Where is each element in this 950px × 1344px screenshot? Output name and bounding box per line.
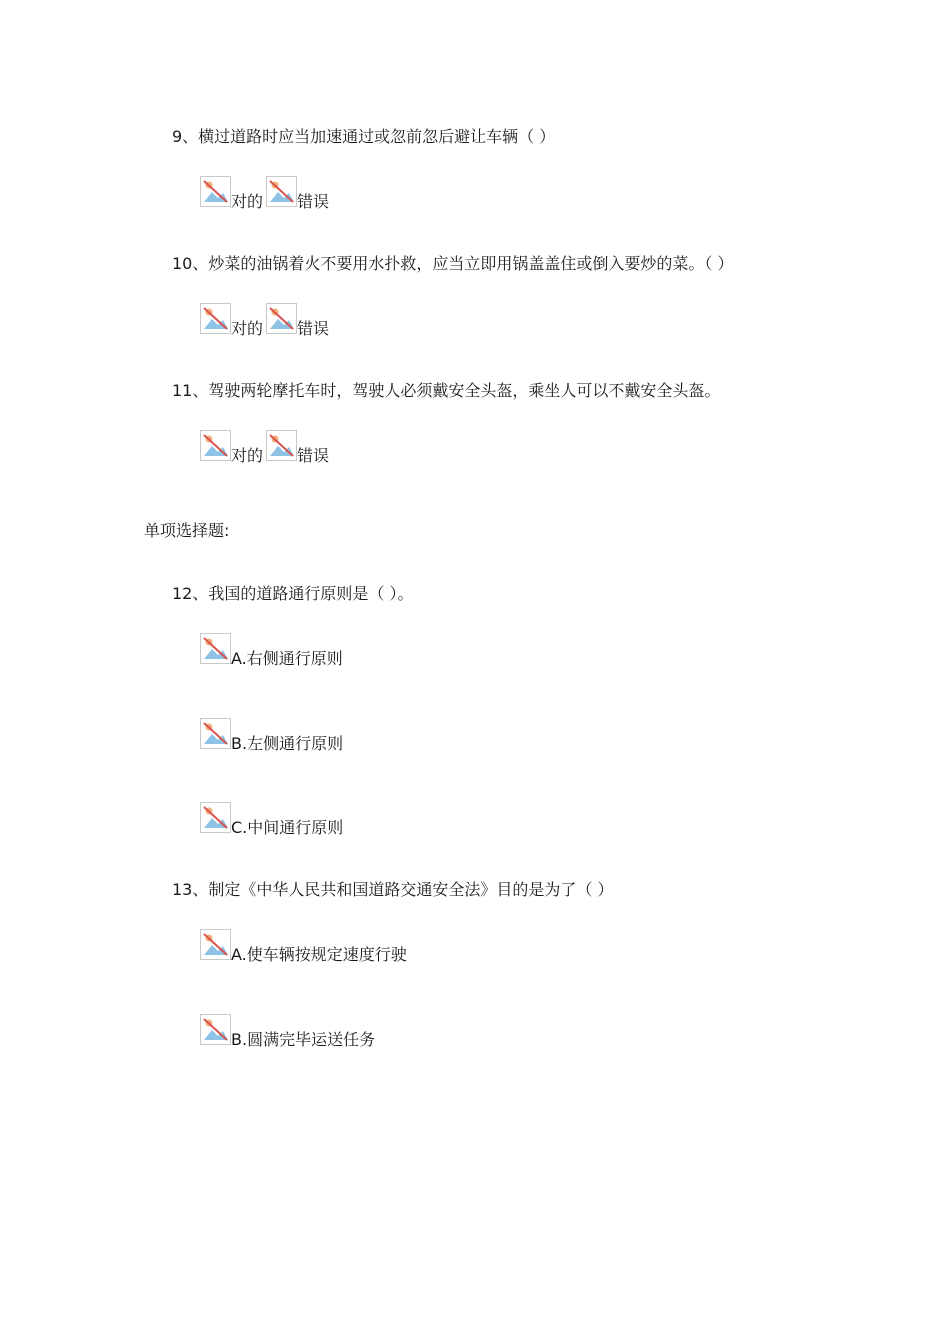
question-9-options (200, 176, 329, 212)
option-label[interactable]: B.圆满完毕运送任务 (231, 1030, 376, 1049)
broken-image-icon[interactable] (266, 430, 297, 461)
question-12-option-a[interactable] (200, 633, 343, 669)
question-12-option-b[interactable] (200, 718, 343, 754)
broken-image-icon[interactable] (266, 176, 297, 207)
option-label[interactable]: A.右侧通行原则 (231, 649, 343, 668)
question-9-title: 9、横过道路时应当加速通过或忽前忽后避让车辆（ ） (172, 127, 556, 146)
option-label[interactable]: C.中间通行原则 (231, 818, 344, 837)
broken-image-icon[interactable] (200, 1014, 231, 1045)
question-12-option-c[interactable] (200, 802, 343, 838)
question-11-options (200, 430, 329, 466)
option-false-label[interactable]: 错误 (297, 446, 330, 465)
option-true-label[interactable]: 对的 (231, 446, 264, 465)
broken-image-icon[interactable] (200, 802, 231, 833)
broken-image-icon[interactable] (200, 430, 231, 461)
broken-image-icon[interactable] (200, 633, 231, 664)
option-label[interactable]: B.左侧通行原则 (231, 734, 344, 753)
section-title: 单项选择题: (144, 521, 230, 540)
option-true-label[interactable]: 对的 (231, 319, 264, 338)
broken-image-icon[interactable] (266, 303, 297, 334)
option-false-label[interactable]: 错误 (297, 319, 330, 338)
question-12-title: 12、我国的道路通行原则是（ ）。 (172, 584, 414, 603)
option-label[interactable]: A.使车辆按规定速度行驶 (231, 945, 407, 964)
question-10-title: 10、炒菜的油锅着火不要用水扑救，应当立即用锅盖盖住或倒入要炒的菜。（ ） (172, 254, 734, 273)
question-10-options (200, 303, 329, 339)
broken-image-icon[interactable] (200, 303, 231, 334)
broken-image-icon[interactable] (200, 718, 231, 749)
question-13-title: 13、制定《中华人民共和国道路交通安全法》目的是为了（ ） (172, 880, 614, 899)
option-true-label[interactable]: 对的 (231, 192, 264, 211)
broken-image-icon[interactable] (200, 929, 231, 960)
question-11-title: 11、驾驶两轮摩托车时，驾驶人必须戴安全头盔，乘坐人可以不戴安全头盔。 (172, 381, 721, 400)
question-13-option-a[interactable] (200, 929, 407, 965)
option-false-label[interactable]: 错误 (297, 192, 330, 211)
question-13-option-b[interactable] (200, 1014, 375, 1050)
broken-image-icon[interactable] (200, 176, 231, 207)
